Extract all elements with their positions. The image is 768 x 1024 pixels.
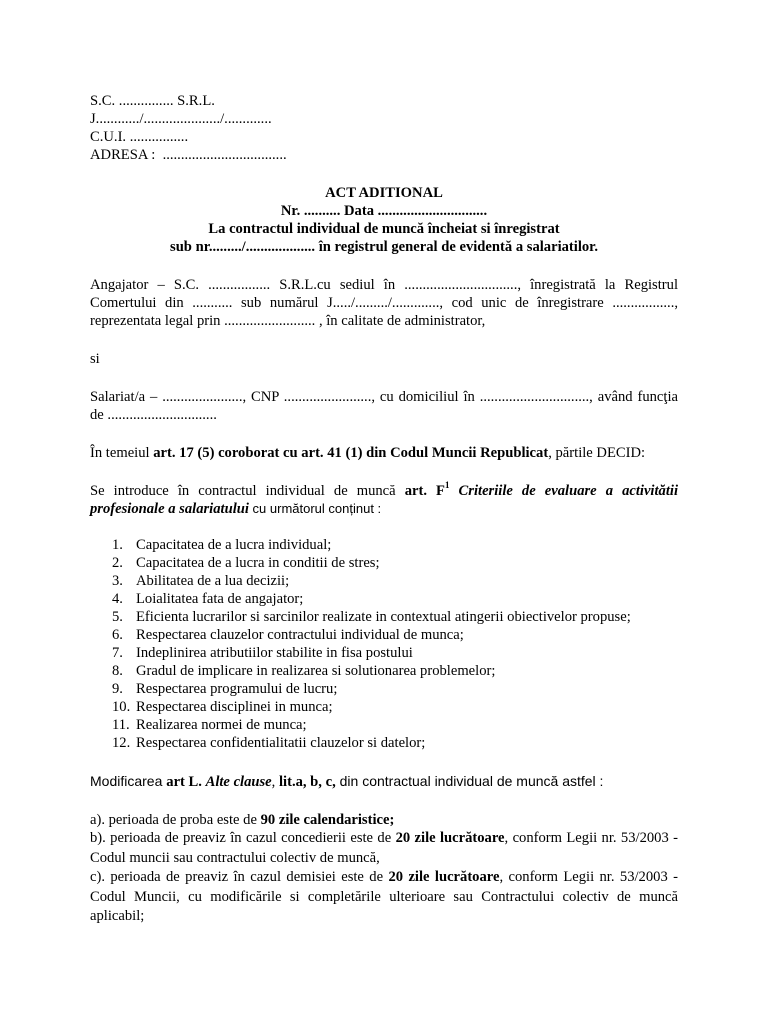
list-item bbox=[90, 662, 678, 680]
document-body bbox=[90, 92, 678, 927]
company-name: S.C. ............... S.R.L. bbox=[90, 93, 215, 109]
list-item bbox=[90, 698, 678, 716]
and-word: si bbox=[90, 351, 100, 367]
clause-a bbox=[90, 811, 678, 829]
legal-basis-articles: art. 17 (5) coroborat cu art. 41 (1) din Codul Muncii Republicat bbox=[153, 445, 549, 461]
clause-c bbox=[90, 868, 678, 927]
list-item bbox=[90, 626, 678, 644]
document-number-date: Nr. .......... Data .............................. bbox=[280, 203, 488, 219]
list-item-number: 3. bbox=[112, 573, 123, 589]
modification-letters: lit.a, b, c, bbox=[278, 774, 336, 790]
modification-article: art L. bbox=[166, 774, 206, 790]
criteria-list bbox=[90, 536, 678, 752]
document-title: ACT ADITIONAL bbox=[325, 185, 443, 201]
document-subtitle: La contractul individual de muncă încheiat si înregistrat bbox=[208, 221, 560, 237]
modification-article-title: Alte clause bbox=[205, 774, 272, 790]
list-item-text: Respectarea clauzelor contractului individual de munca; bbox=[136, 627, 464, 643]
registry-number: J............/...................../............. bbox=[90, 111, 272, 127]
clause-b-text: b). perioada de preaviz în cazul concedierii este de bbox=[90, 830, 396, 846]
list-item bbox=[90, 734, 678, 752]
list-item-number: 9. bbox=[112, 681, 123, 697]
clause-c-text: c). perioada de preaviz în cazul demisiei este de bbox=[90, 869, 389, 885]
list-item-text: Abilitatea de a lua decizii; bbox=[136, 573, 290, 589]
list-item-text: Respectarea disciplinei in munca; bbox=[136, 699, 333, 715]
list-item-number: 5. bbox=[112, 609, 123, 625]
list-item-number: 2. bbox=[112, 555, 123, 571]
modification-post: din contractual individual de muncă astfel : bbox=[335, 773, 604, 789]
list-item-text: Capacitatea de a lucra individual; bbox=[136, 537, 332, 553]
list-item-text: Respectarea confidentialitatii clauzelor si datelor; bbox=[136, 735, 426, 751]
clause-b bbox=[90, 829, 678, 868]
list-item bbox=[90, 536, 678, 554]
legal-basis-paragraph bbox=[90, 444, 678, 462]
clause-c-post: , conform Legii nr. 53/2003 - Codul Muncii, cu modificările si completările ulterioare sau Contractului colectiv de muncă aplicabil; bbox=[90, 869, 678, 924]
article-intro-post: cu următorul conținut : bbox=[248, 501, 382, 516]
clause-b-post: , conform Legii nr. 53/2003 - Codul muncii sau contractului colectiv de muncă, bbox=[90, 830, 679, 866]
clause-b-period: 20 zile lucrătoare bbox=[395, 830, 505, 846]
list-item-text: Loialitatea fata de angajator; bbox=[136, 591, 304, 607]
list-item bbox=[90, 554, 678, 572]
list-item-text: Realizarea normei de munca; bbox=[136, 717, 307, 733]
document-subtitle-registry: sub nr........./................... în registrul general de evidentă a salariatilor. bbox=[170, 239, 598, 255]
article-f1-superscript: 1 bbox=[444, 480, 450, 490]
list-item-text: Capacitatea de a lucra in conditii de stres; bbox=[136, 555, 380, 571]
article-intro-pre: Se introduce în contractul individual de muncă bbox=[90, 483, 405, 499]
list-item bbox=[90, 644, 678, 662]
list-item-text: Gradul de implicare in realizarea si solutionarea problemelor; bbox=[136, 663, 496, 679]
list-item-number: 7. bbox=[112, 645, 123, 661]
article-f1-label bbox=[404, 480, 450, 499]
article-intro-paragraph bbox=[90, 482, 678, 518]
document-title-block bbox=[90, 184, 678, 256]
list-item-number: 10. bbox=[112, 699, 131, 715]
list-item-number: 11. bbox=[112, 717, 130, 733]
employer-paragraph: Angajator – S.C. ................. S.R.L.cu sediul în ..............................., înregistrată la Registrul Comertului din ........... sub numărul J...../........./............., cod unic de înregistrare ................., reprezentata legal prin ......................... , în calitate de administrator, bbox=[90, 277, 678, 329]
legal-basis-post: , părtile DECID: bbox=[548, 445, 646, 461]
list-item-number: 8. bbox=[112, 663, 123, 679]
article-f1-text: art. F bbox=[404, 483, 445, 499]
employee-paragraph: Salariat/a – ......................, CNP ........................, cu domiciliul în .............................., având funcţia de .............................. bbox=[90, 389, 678, 423]
company-address: ADRESA : .................................. bbox=[90, 147, 287, 163]
list-item-number: 6. bbox=[112, 627, 123, 643]
list-item-text: Respectarea programului de lucru; bbox=[136, 681, 338, 697]
cui-code: C.U.I. ................ bbox=[90, 129, 189, 145]
modification-comma: , bbox=[271, 774, 279, 790]
list-item bbox=[90, 572, 678, 590]
clause-a-text: a). perioada de proba este de bbox=[90, 812, 261, 828]
company-header bbox=[90, 92, 678, 164]
list-item-text: Eficienta lucrarilor si sarcinilor realizate in contextual atingerii obiectivelor propuse; bbox=[136, 609, 631, 625]
list-item bbox=[90, 680, 678, 698]
list-item bbox=[90, 716, 678, 734]
list-item bbox=[90, 608, 678, 626]
list-item-number: 1. bbox=[112, 537, 123, 553]
modification-paragraph bbox=[90, 772, 678, 791]
list-item-number: 12. bbox=[112, 735, 131, 751]
modification-pre: Modificarea bbox=[90, 773, 167, 789]
evaluation-criteria-title: Criteriile de evaluare a activitătii profesionale a salariatului bbox=[90, 483, 678, 517]
clause-a-period: 90 zile calendaristice; bbox=[260, 812, 395, 828]
legal-basis-pre: În temeiul bbox=[90, 445, 154, 461]
list-item-text: Indeplinirea atributiilor stabilite in fisa postului bbox=[136, 645, 413, 661]
list-item-number: 4. bbox=[112, 591, 123, 607]
list-item bbox=[90, 590, 678, 608]
clause-c-period: 20 zile lucrătoare bbox=[388, 869, 500, 885]
